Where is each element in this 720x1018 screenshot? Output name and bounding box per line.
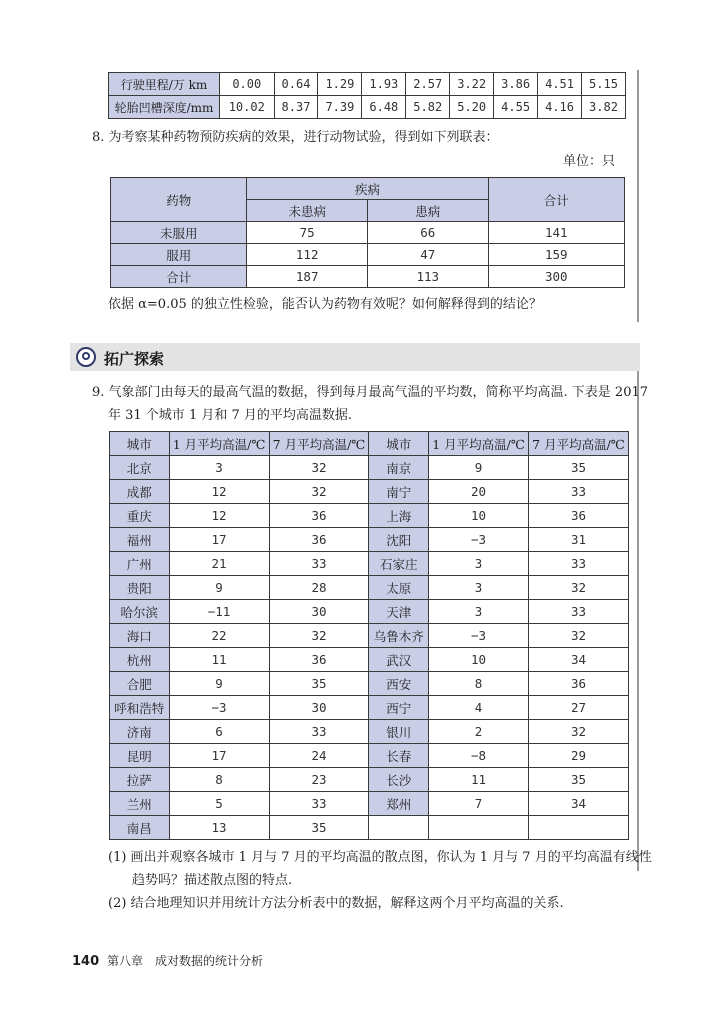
page-footer xyxy=(72,952,263,969)
table-row xyxy=(110,648,629,672)
header-jan: 1 月平均高温/℃ xyxy=(169,432,269,456)
table-cell: 159 xyxy=(488,244,624,266)
city-name: 天津 xyxy=(369,600,429,624)
margin-rule-top xyxy=(637,70,639,322)
question-1-line2: 趋势吗？描述散点图的特点. xyxy=(132,873,293,888)
table-row xyxy=(110,504,629,528)
temp-cell: −3 xyxy=(169,696,269,720)
header-drug: 药物 xyxy=(111,178,247,222)
temp-cell: 34 xyxy=(528,648,628,672)
table-row xyxy=(110,696,629,720)
city-name: 郑州 xyxy=(369,792,429,816)
temp-cell: 12 xyxy=(169,504,269,528)
city-name: 福州 xyxy=(110,528,170,552)
explore-icon xyxy=(76,347,96,367)
table-row xyxy=(110,816,629,840)
city-temperature-table xyxy=(109,431,629,840)
city-name: 长沙 xyxy=(369,768,429,792)
temp-cell: 10 xyxy=(429,504,529,528)
header-not-ill: 未患病 xyxy=(247,200,368,222)
city-name: 上海 xyxy=(369,504,429,528)
temp-cell: 11 xyxy=(169,648,269,672)
city-name: 石家庄 xyxy=(369,552,429,576)
temp-cell: 36 xyxy=(269,504,369,528)
table-row xyxy=(110,744,629,768)
city-name: 银川 xyxy=(369,720,429,744)
temp-cell: 32 xyxy=(528,720,628,744)
temp-cell: 3 xyxy=(169,456,269,480)
question-2: (2) 结合地理知识并用统计方法分析表中的数据，解释这两个月平均高温的关系. xyxy=(108,896,564,911)
temp-cell: 36 xyxy=(269,528,369,552)
page-number: 140 xyxy=(72,954,100,969)
city-name: 拉萨 xyxy=(110,768,170,792)
table-cell: 3.82 xyxy=(581,96,625,119)
temp-cell: 31 xyxy=(528,528,628,552)
temp-cell xyxy=(429,816,529,840)
temp-cell: 36 xyxy=(269,648,369,672)
city-name: 南宁 xyxy=(369,480,429,504)
row-label: 轮胎凹槽深度/mm xyxy=(109,96,220,119)
temp-cell: 17 xyxy=(169,528,269,552)
table-header-row xyxy=(110,432,629,456)
table-cell: 112 xyxy=(247,244,368,266)
temp-cell: 36 xyxy=(528,504,628,528)
temp-cell: 29 xyxy=(528,744,628,768)
table-cell: 0.00 xyxy=(220,73,275,96)
temp-cell: 9 xyxy=(169,576,269,600)
temp-cell: 4 xyxy=(429,696,529,720)
city-name: 哈尔滨 xyxy=(110,600,170,624)
temp-cell: 32 xyxy=(528,624,628,648)
city-name: 武汉 xyxy=(369,648,429,672)
temp-cell: −11 xyxy=(169,600,269,624)
temp-cell: 6 xyxy=(169,720,269,744)
city-name: 太原 xyxy=(369,576,429,600)
table-row xyxy=(110,720,629,744)
row-label: 合计 xyxy=(111,266,247,288)
temp-cell: 24 xyxy=(269,744,369,768)
table-cell: 2.57 xyxy=(406,73,450,96)
row-label: 行驶里程/万 km xyxy=(109,73,220,96)
city-name: 成都 xyxy=(110,480,170,504)
city-name: 海口 xyxy=(110,624,170,648)
temp-cell: 33 xyxy=(528,600,628,624)
table-row xyxy=(110,600,629,624)
temp-cell: 35 xyxy=(528,456,628,480)
table-row xyxy=(110,480,629,504)
tire-data-table xyxy=(108,72,626,119)
temp-cell: 33 xyxy=(528,552,628,576)
section-title: 拓广探索 xyxy=(104,350,165,368)
temp-cell: 33 xyxy=(269,552,369,576)
city-name: 昆明 xyxy=(110,744,170,768)
city-name xyxy=(369,816,429,840)
header-jul: 7 月平均高温/℃ xyxy=(528,432,628,456)
city-name: 北京 xyxy=(110,456,170,480)
table-row xyxy=(109,73,626,96)
table-cell: 8.37 xyxy=(274,96,318,119)
table-cell: 7.39 xyxy=(318,96,362,119)
table-cell: 141 xyxy=(488,222,624,244)
header-city: 城市 xyxy=(110,432,170,456)
temp-cell: 17 xyxy=(169,744,269,768)
temp-cell: 32 xyxy=(269,480,369,504)
table-cell: 187 xyxy=(247,266,368,288)
problem-8-text: 8. 为考察某种药物预防疾病的效果，进行动物试验，得到如下列联表： xyxy=(92,130,499,145)
contingency-table xyxy=(110,177,625,288)
temp-cell: 3 xyxy=(429,600,529,624)
temp-cell: 36 xyxy=(528,672,628,696)
temp-cell: 30 xyxy=(269,696,369,720)
table-cell: 0.64 xyxy=(274,73,318,96)
city-name: 广州 xyxy=(110,552,170,576)
table-cell: 300 xyxy=(488,266,624,288)
temp-cell: −3 xyxy=(429,624,529,648)
table-cell: 5.20 xyxy=(450,96,494,119)
unit-label: 单位：只 xyxy=(563,154,616,169)
table-row xyxy=(109,96,626,119)
table-cell: 5.15 xyxy=(581,73,625,96)
city-name: 济南 xyxy=(110,720,170,744)
temp-cell: 35 xyxy=(269,816,369,840)
chapter-title: 第八章 成对数据的统计分析 xyxy=(106,954,263,968)
temp-cell: 34 xyxy=(528,792,628,816)
city-name: 合肥 xyxy=(110,672,170,696)
header-disease: 疾病 xyxy=(247,178,488,200)
temp-cell: 5 xyxy=(169,792,269,816)
temp-cell: 33 xyxy=(269,720,369,744)
temp-cell: 9 xyxy=(429,456,529,480)
table-row xyxy=(110,528,629,552)
temp-cell: 8 xyxy=(169,768,269,792)
table-cell: 4.51 xyxy=(538,73,582,96)
temp-cell: 9 xyxy=(169,672,269,696)
table-row xyxy=(111,178,625,200)
temp-cell: 8 xyxy=(429,672,529,696)
temp-cell: 27 xyxy=(528,696,628,720)
problem-8-question: 依据 α=0.05 的独立性检验，能否认为药物有效呢？如何解释得到的结论？ xyxy=(108,297,542,312)
city-name: 乌鲁木齐 xyxy=(369,624,429,648)
table-row xyxy=(110,624,629,648)
header-ill: 患病 xyxy=(367,200,488,222)
temp-cell: 35 xyxy=(269,672,369,696)
temp-cell xyxy=(528,816,628,840)
temp-cell: 10 xyxy=(429,648,529,672)
table-row xyxy=(111,244,625,266)
table-row xyxy=(110,456,629,480)
temp-cell: 32 xyxy=(528,576,628,600)
table-cell: 3.86 xyxy=(494,73,538,96)
table-cell: 47 xyxy=(367,244,488,266)
temp-cell: 30 xyxy=(269,600,369,624)
table-row xyxy=(110,768,629,792)
row-label: 服用 xyxy=(111,244,247,266)
temp-cell: 33 xyxy=(269,792,369,816)
temp-cell: 2 xyxy=(429,720,529,744)
table-row xyxy=(110,552,629,576)
city-name: 呼和浩特 xyxy=(110,696,170,720)
problem-9-line2: 年 31 个城市 1 月和 7 月的平均高温数据. xyxy=(108,408,353,423)
temp-cell: −3 xyxy=(429,528,529,552)
table-row xyxy=(110,792,629,816)
temp-cell: 11 xyxy=(429,768,529,792)
city-name: 杭州 xyxy=(110,648,170,672)
temp-cell: −8 xyxy=(429,744,529,768)
header-city: 城市 xyxy=(369,432,429,456)
table-cell: 10.02 xyxy=(220,96,275,119)
temp-cell: 7 xyxy=(429,792,529,816)
table-cell: 1.93 xyxy=(362,73,406,96)
table-row xyxy=(110,576,629,600)
temp-cell: 22 xyxy=(169,624,269,648)
city-name: 沈阳 xyxy=(369,528,429,552)
temp-cell: 20 xyxy=(429,480,529,504)
temp-cell: 33 xyxy=(528,480,628,504)
table-cell: 66 xyxy=(367,222,488,244)
city-name: 西安 xyxy=(369,672,429,696)
city-name: 西宁 xyxy=(369,696,429,720)
city-name: 兰州 xyxy=(110,792,170,816)
temp-cell: 13 xyxy=(169,816,269,840)
city-name: 南京 xyxy=(369,456,429,480)
problem-9-line1: 9. 气象部门由每天的最高气温的数据，得到每月最高气温的平均数，简称平均高温. 下表是 2017 xyxy=(92,385,649,400)
city-name: 贵阳 xyxy=(110,576,170,600)
table-cell: 75 xyxy=(247,222,368,244)
table-cell: 113 xyxy=(367,266,488,288)
city-name: 长春 xyxy=(369,744,429,768)
temp-cell: 3 xyxy=(429,552,529,576)
table-row xyxy=(111,266,625,288)
temp-cell: 32 xyxy=(269,624,369,648)
city-name: 南昌 xyxy=(110,816,170,840)
table-cell: 4.16 xyxy=(538,96,582,119)
temp-cell: 12 xyxy=(169,480,269,504)
table-cell: 1.29 xyxy=(318,73,362,96)
temp-cell: 21 xyxy=(169,552,269,576)
table-row xyxy=(111,222,625,244)
table-cell: 3.22 xyxy=(450,73,494,96)
row-label: 未服用 xyxy=(111,222,247,244)
temp-cell: 28 xyxy=(269,576,369,600)
table-row xyxy=(110,672,629,696)
header-total: 合计 xyxy=(488,178,624,222)
header-jan: 1 月平均高温/℃ xyxy=(429,432,529,456)
question-1-line1: (1) 画出并观察各城市 1 月与 7 月的平均高温的散点图，你认为 1 月与 7 月的平均高温有线性 xyxy=(108,850,652,865)
header-jul: 7 月平均高温/℃ xyxy=(269,432,369,456)
table-cell: 6.48 xyxy=(362,96,406,119)
temp-cell: 23 xyxy=(269,768,369,792)
temp-cell: 32 xyxy=(269,456,369,480)
table-cell: 4.55 xyxy=(494,96,538,119)
temp-cell: 3 xyxy=(429,576,529,600)
city-name: 重庆 xyxy=(110,504,170,528)
margin-rule-bottom xyxy=(637,343,639,871)
temp-cell: 35 xyxy=(528,768,628,792)
table-cell: 5.82 xyxy=(406,96,450,119)
